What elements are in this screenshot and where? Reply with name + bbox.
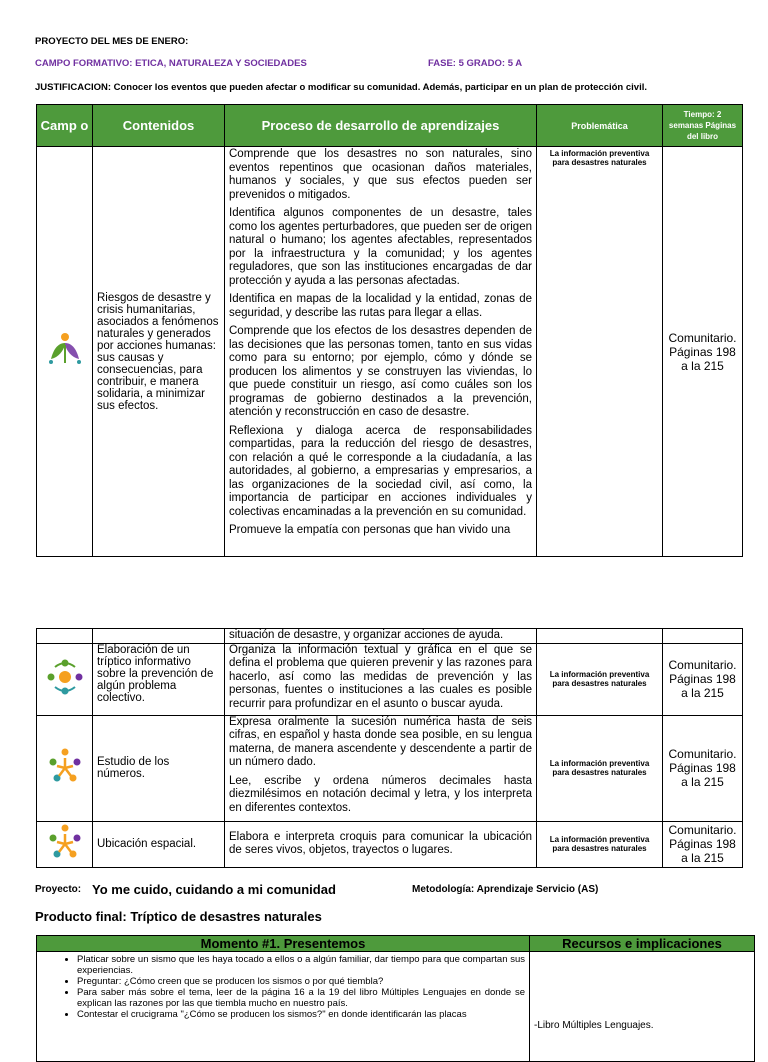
planning-table-continued <box>36 628 743 868</box>
community-icon <box>45 657 85 697</box>
proceso-paragraph: Comprende que los efectos de los desastres dependen de las decisiones que las personas tomen, tanto en sus vidas como para su entorno; por ejemplo, cómo y dónde se producen los alimentos y se construyen las viviendas, lo que puede constituir un riesgo, así como cuáles son los programas de gobierno destinados a la prevención, atención y reconstrucción en caso de desastre. <box>229 325 532 418</box>
empty-cell <box>537 629 663 644</box>
moment-header: Momento #1. Presentemos <box>37 936 530 952</box>
empty-cell <box>37 629 93 644</box>
proyecto-name: Yo me cuido, cuidando a mi comunidad <box>92 882 336 897</box>
list-item: • Platicar sobre un sismo que les haya tocado a ellos o a algún familiar, dar tiempo para que compartan sus experiencias. <box>77 954 525 976</box>
header-tiempo: Tiempo: 2 semanas Páginas del libro <box>663 105 743 147</box>
proceso-paragraph: Identifica en mapas de la localidad y la entidad, zonas de seguridad, y describe las rutas para llegar a ellas. <box>229 293 532 319</box>
proceso-paragraph: Identifica algunos componentes de un desastre, tales como los agentes perturbadores, que pueden ser de origen natural o humano; los agentes afectables, representados por la infraestructura y la comunidad; y los agentes reguladores, que son las instituciones encargadas de dar protección y ayuda a las personas afectadas. <box>229 207 532 287</box>
moment-table <box>36 935 755 1062</box>
proceso-riesgos <box>225 147 537 557</box>
contenido-ubicacion: Ubicación espacial. <box>93 821 225 867</box>
contenido-riesgos: Riesgos de desastre y crisis humanitarias, asociados a fenómenos naturales y generados por acciones humanas: sus causas y consecuencias, para contribuir, e manera solidaria, a minimizar sus efectos. <box>93 147 225 557</box>
contenido-numeros: Estudio de los números. <box>93 715 225 821</box>
proceso-paragraph: Lee, escribe y ordena números decimales hasta diezmilésimos en notación decimal y letra, y los interpreta en diferentes contextos. <box>229 774 532 814</box>
libro-numeros: Comunitario. Páginas 198 a la 215 <box>663 715 743 821</box>
activity-list <box>37 954 525 1020</box>
people-circle-icon <box>45 822 85 862</box>
resources-cell: -Libro Múltiples Lenguajes. <box>530 952 755 1062</box>
list-item: • Para saber más sobre el tema, leer de la página 16 a la 19 del libro Múltiples Lenguajes en donde se explican las razones por las que tiembla mucho en nuestro país. <box>77 987 525 1009</box>
planning-table <box>36 104 743 557</box>
list-item: • Preguntar: ¿Cómo creen que se producen los sismos o por qué tiembla? <box>77 976 525 987</box>
libro-triptico: Comunitario. Páginas 198 a la 215 <box>663 643 743 715</box>
proceso-paragraph: Promueve la empatía con personas que han vivido una <box>229 524 511 536</box>
problematica-riesgos: La información preventiva para desastres naturales <box>537 147 663 557</box>
producto-final: Producto final: Tríptico de desastres naturales <box>35 909 322 924</box>
campo-cell <box>37 715 93 821</box>
justificacion: JUSTIFICACION: Conocer los eventos que pueden afectar o modificar su comunidad. Además, participar en un plan de protección civil. <box>35 82 647 93</box>
list-item: • Contestar el crucigrama "¿Cómo se producen los sismos?" en donde identificarán las placas <box>77 1009 525 1020</box>
header-contenidos: Contenidos <box>93 105 225 147</box>
proceso-paragraph: Reflexiona y dialoga acerca de responsabilidades compartidas, para la reducción del riesgo de desastres, con relación a qué le corresponde a la ciudadanía, a las autoridades, al gobierno, a empresarias y empresarios, a las organizaciones de la sociedad civil, así como, la importancia de participar en acciones individuales y colectivas encaminadas a la prevención en su comunidad. <box>229 424 532 518</box>
proceso-paragraph: Organiza la información textual y gráfica en el que se defina el problema que quieren prevenir y las razones para hacerlo, así como las medidas de prevención y las personas, fuentes o instituciones a las cuales es posible recurrir para profundizar en el asunto o buscar ayuda. <box>229 643 532 710</box>
campo-cell <box>37 643 93 715</box>
proceso-paragraph: Comprende que los desastres no son naturales, sino eventos repentinos que ocasionan daños materiales, humanos y sociales, y que sus efectos pueden ser prevenidos o mitigados. <box>229 148 532 201</box>
empty-cell <box>663 629 743 644</box>
proceso-paragraph: Elabora e interpreta croquis para comunicar la ubicación de seres vivos, objetos, trayectos o lugares. <box>229 830 532 856</box>
campo-cell <box>37 147 93 557</box>
campo-formativo: CAMPO FORMATIVO: ETICA, NATURALEZA Y SOCIEDADES <box>35 58 307 69</box>
resources-header: Recursos e implicaciones <box>530 936 755 952</box>
proceso-continuation: situación de desastre, y organizar acciones de ayuda. <box>225 629 537 644</box>
proceso-triptico <box>225 643 537 715</box>
empty-cell <box>93 629 225 644</box>
moment-activities <box>37 952 530 1062</box>
sprout-icon <box>45 329 85 369</box>
metodologia: Metodología: Aprendizaje Servicio (AS) <box>412 884 599 895</box>
problematica-numeros: La información preventiva para desastres naturales <box>537 715 663 821</box>
proceso-paragraph: Expresa oralmente la sucesión numérica hasta de seis cifras, en español y hasta donde sea posible, en su lengua materna, de manera ascendente y descendente a partir de un número dado. <box>229 715 532 768</box>
contenido-triptico: Elaboración de un tríptico informativo sobre la prevención de algún problema colectivo. <box>93 643 225 715</box>
problematica-ubicacion: La información preventiva para desastres naturales <box>537 821 663 867</box>
libro-riesgos: Comunitario. Páginas 198 a la 215 <box>663 147 743 557</box>
proceso-ubicacion <box>225 821 537 867</box>
header-problematica: Problemática <box>537 105 663 147</box>
header-proceso: Proceso de desarrollo de aprendizajes <box>225 105 537 147</box>
campo-cell <box>37 821 93 867</box>
proyecto-label: Proyecto: <box>35 884 82 895</box>
header-campo: Camp o <box>37 105 93 147</box>
libro-ubicacion: Comunitario. Páginas 198 a la 215 <box>663 821 743 867</box>
project-month: PROYECTO DEL MES DE ENERO: <box>35 36 189 47</box>
people-circle-icon <box>45 746 85 786</box>
proceso-numeros <box>225 715 537 821</box>
problematica-triptico: La información preventiva para desastres naturales <box>537 643 663 715</box>
fase-grado: FASE: 5 GRADO: 5 A <box>428 58 523 69</box>
